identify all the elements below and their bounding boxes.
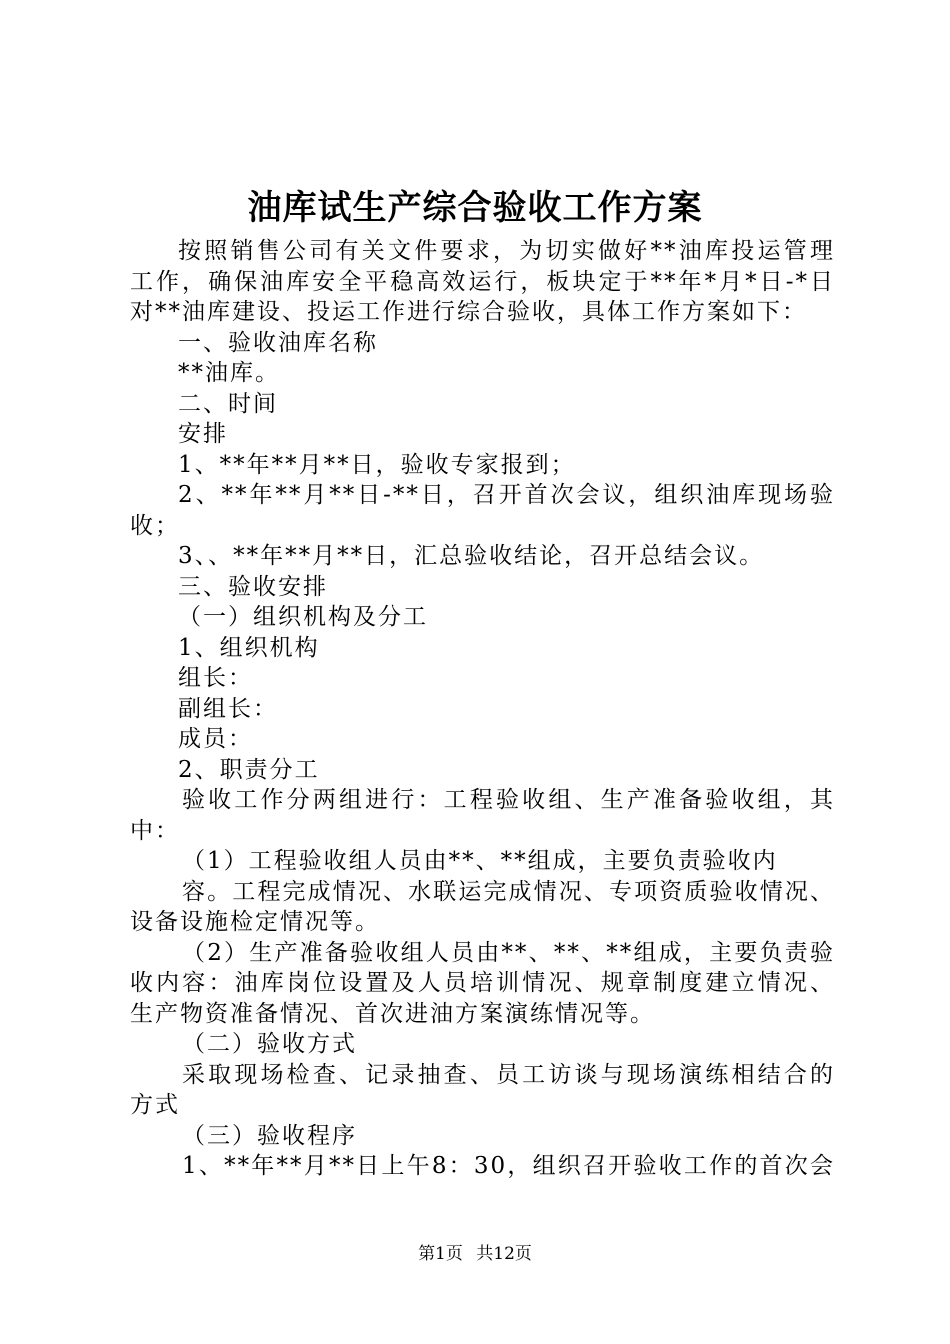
document-title: 油库试生产综合验收工作方案: [247, 188, 703, 228]
paragraph-line: 副组长：: [178, 695, 278, 722]
list-item: （1）工程验收组人员由**、**组成，主要负责验收内: [182, 848, 778, 874]
paragraph-line: 设备设施检定情况等。: [130, 909, 380, 935]
document-body: [130, 236, 835, 1182]
paragraph-line: **油库。: [178, 360, 280, 386]
paragraph-line: 收内容：油库岗位设置及人员培训情况、规章制度建立情况、: [130, 970, 835, 996]
list-item: 1、**年**月**日，验收专家报到；: [178, 451, 576, 478]
subsection-heading: （三）验收程序: [182, 1122, 357, 1149]
list-item: 1、组织机构: [178, 634, 320, 661]
paragraph-line: 工作，确保油库安全平稳高效运行，板块定于**年*月*日-*日: [130, 268, 835, 295]
list-item: 3、、**年**月**日，汇总验收结论，召开总结会议。: [178, 543, 765, 569]
paragraph-line: 安排: [178, 421, 228, 447]
page-total: 共12页: [476, 1244, 532, 1264]
subsection-heading: （二）验收方式: [182, 1031, 357, 1057]
list-item: 2、**年**月**日-**日，召开首次会议，组织油库现场验: [178, 482, 835, 508]
section-heading: 三、验收安排: [178, 573, 328, 600]
list-item: （2）生产准备验收组人员由**、**、**组成，主要负责验: [182, 939, 835, 966]
section-heading: 一、验收油库名称: [178, 329, 378, 356]
section-heading: 二、时间: [178, 390, 278, 417]
page-footer: [0, 1242, 950, 1266]
paragraph-line: 验收工作分两组进行：工程验收组、生产准备验收组，其: [182, 787, 835, 813]
paragraph-line: 对**油库建设、投运工作进行综合验收，具体工作方案如下：: [130, 299, 807, 325]
list-item: 1、**年**月**日上午8：30，组织召开验收工作的首次会: [182, 1153, 835, 1179]
paragraph-line: 采取现场检查、记录抽查、员工访谈与现场演练相结合的: [182, 1061, 835, 1088]
paragraph-line: 收；: [130, 512, 180, 539]
page-number: 第1页: [418, 1244, 463, 1264]
paragraph-line: 中：: [130, 817, 180, 844]
list-item: 2、职责分工: [178, 756, 320, 783]
paragraph-line: 按照销售公司有关文件要求，为切实做好**油库投运管理: [178, 238, 835, 264]
subsection-heading: （一）组织机构及分工: [178, 604, 428, 630]
paragraph-line: 组长：: [178, 665, 253, 691]
paragraph-line: 方式: [130, 1092, 180, 1118]
paragraph-line: 生产物资准备情况、首次进油方案演练情况等。: [130, 1000, 655, 1027]
paragraph-line: 成员：: [178, 726, 253, 752]
paragraph-line: 容。工程完成情况、水联运完成情况、专项资质验收情况、: [182, 878, 835, 905]
